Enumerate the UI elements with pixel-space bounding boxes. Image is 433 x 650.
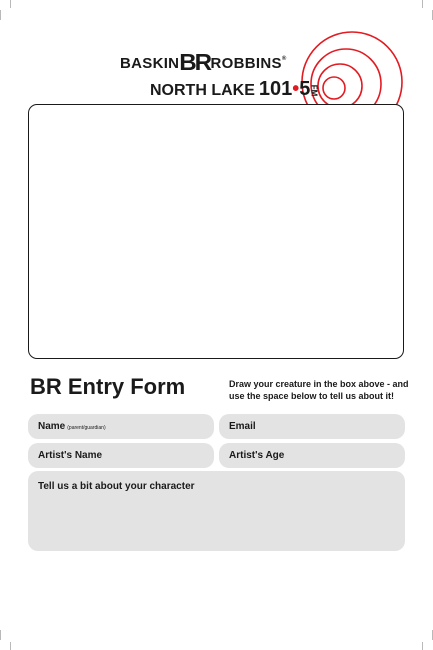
- trademark-symbol: ®: [281, 56, 287, 62]
- frequency-decimal: 5: [299, 78, 311, 100]
- crop-mark-bottom-left-h: [10, 642, 11, 650]
- crop-mark-top-right: [422, 0, 423, 8]
- frequency-dot: •: [292, 78, 300, 100]
- station-name: NORTH LAKE: [150, 82, 255, 99]
- crop-mark-top-left: [0, 10, 1, 20]
- name-field[interactable]: [28, 414, 214, 439]
- brand-right-text: ROBBINS: [210, 55, 282, 72]
- artist-age-field-label: Artist's Age: [229, 450, 285, 461]
- form-instructions: Draw your creature in the box above - and use the space below to tell us about it!: [229, 379, 409, 401]
- brand-left-text: BASKIN: [120, 55, 180, 72]
- artist-age-field[interactable]: [219, 443, 405, 468]
- email-field-label: Email: [229, 421, 256, 432]
- crop-mark-bottom-left: [0, 630, 1, 640]
- band-label: FM: [309, 84, 319, 97]
- frequency-main: 101: [258, 78, 293, 100]
- form-title: BR Entry Form: [30, 374, 186, 399]
- character-description-label: Tell us a bit about your character: [38, 481, 195, 492]
- drawing-area[interactable]: [28, 104, 404, 359]
- station-line: [150, 78, 322, 101]
- name-field-sublabel: (parent/guardian): [67, 425, 106, 431]
- artist-name-field-label: Artist's Name: [38, 450, 103, 461]
- email-field[interactable]: [219, 414, 405, 439]
- brand-logo-line: [120, 49, 287, 76]
- name-field-label: Name: [38, 421, 66, 432]
- character-description-field[interactable]: [28, 471, 405, 551]
- crop-mark-top-left-h: [10, 0, 11, 8]
- br-monogram: BR: [179, 49, 211, 75]
- artist-name-field[interactable]: [28, 443, 214, 468]
- crop-mark-bottom-right: [422, 642, 423, 650]
